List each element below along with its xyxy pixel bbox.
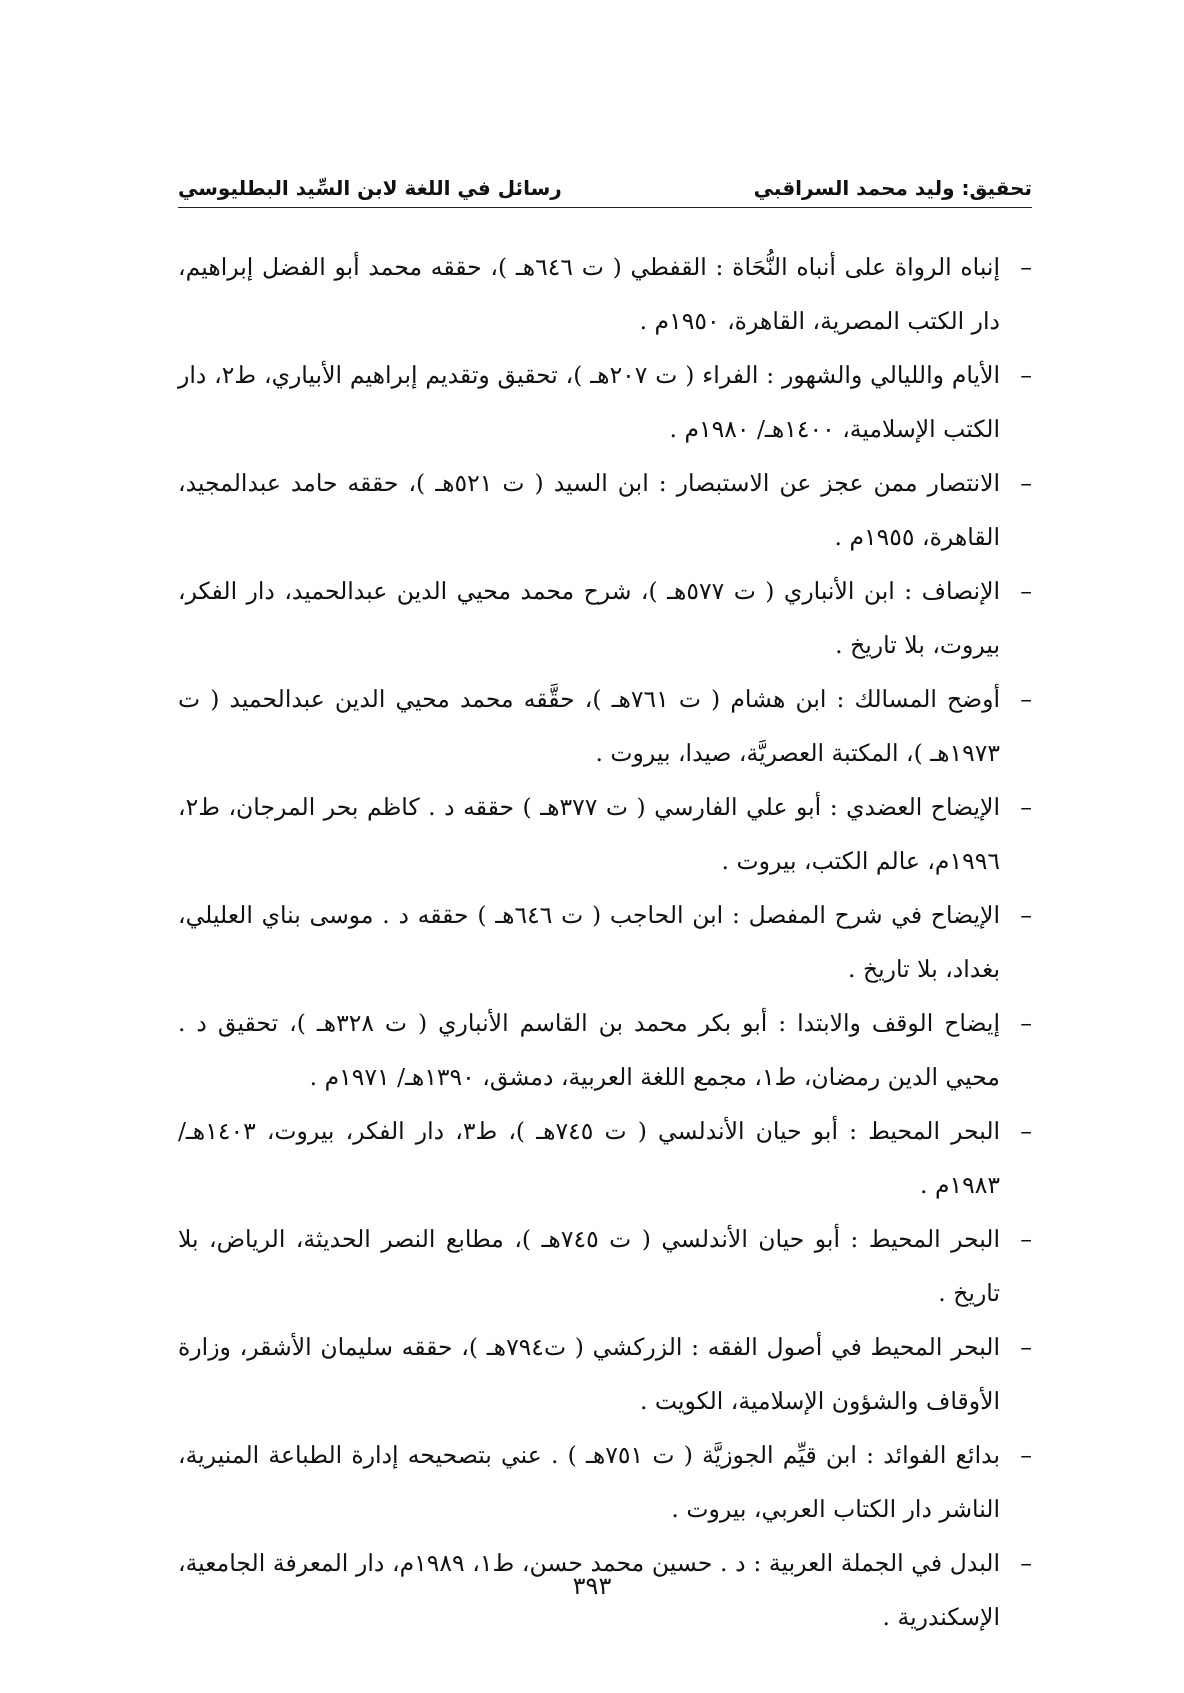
entry-dash: – — [1020, 1333, 1032, 1361]
bibliography-entry — [178, 780, 1032, 888]
entry-dash: – — [1020, 685, 1033, 713]
bibliography-entry — [178, 456, 1032, 564]
entry-text: إيضاح الوقف والابتدا : أبو بكر محمد بن القاسم الأنباري ( ت ٣٢٨هـ )، تحقيق د . محيي الدين رمضان، ط١، مجمع اللغة العربية، دمشق، ١٣٩٠هـ/ ١٩٧١م . — [178, 1009, 1000, 1091]
entry-text: بدائع الفوائد : ابن قيِّم الجوزيَّة ( ت ٧٥١هـ ) . عني بتصحيحه إدارة الطباعة المنيرية، الناشر دار الكتاب العربي، بيروت . — [178, 1441, 1001, 1523]
entry-dash: – — [1020, 469, 1032, 497]
entry-dash: – — [1020, 793, 1032, 821]
bibliography-list — [178, 240, 1032, 1644]
entry-text: الإيضاح العضدي : أبو علي الفارسي ( ت ٣٧٧هـ ) حققه د . كاظم بحر المرجان، ط٢، ١٩٩٦م، عالم الكتب، بيروت . — [178, 793, 1000, 875]
bibliography-entry — [178, 1428, 1032, 1536]
entry-text: الانتصار ممن عجز عن الاستبصار : ابن السيد ( ت ٥٢١هـ )، حققه حامد عبدالمجيد، القاهرة، ١٩٥٥م . — [178, 469, 1000, 551]
entry-dash: – — [1020, 1117, 1033, 1145]
entry-dash: – — [1020, 901, 1032, 929]
entry-dash: – — [1020, 1225, 1032, 1253]
entry-dash: – — [1020, 253, 1032, 281]
bibliography-entry — [178, 888, 1032, 996]
running-header — [178, 166, 1032, 200]
entry-dash: – — [1020, 361, 1032, 389]
entry-text: أوضح المسالك : ابن هشام ( ت ٧٦١هـ )، حقَّقه محمد محيي الدين عبدالحميد ( ت ١٩٧٣هـ )، المكتبة العصريَّة، صيدا، بيروت . — [178, 685, 1001, 767]
bibliography-entry — [178, 348, 1032, 456]
entry-dash: – — [1020, 577, 1032, 605]
entry-text: البدل في الجملة العربية : د . حسين محمد حسن، ط١، ١٩٨٩م، دار المعرفة الجامعية، الإسكندرية . — [178, 1549, 1000, 1631]
entry-dash: – — [1020, 1441, 1033, 1469]
editor-credit: تحقيق: وليد محمد السراقبي — [753, 176, 1032, 200]
entry-dash: – — [1020, 1549, 1032, 1577]
entry-text: البحر المحيط : أبو حيان الأندلسي ( ت ٧٤٥هـ )، ط٣، دار الفكر، بيروت، ١٤٠٣هـ/ ١٩٨٣م . — [178, 1117, 1001, 1199]
bibliography-entry — [178, 1104, 1032, 1212]
header-rule — [178, 207, 1032, 208]
bibliography-entry — [178, 564, 1032, 672]
entry-text: الأيام والليالي والشهور : الفراء ( ت ٢٠٧هـ )، تحقيق وتقديم إبراهيم الأبياري، ط٢، دار الكتب الإسلامية، ١٤٠٠هـ/ ١٩٨٠م . — [178, 361, 1000, 443]
entry-text: الإيضاح في شرح المفصل : ابن الحاجب ( ت ٦٤٦هـ ) حققه د . موسى بناي العليلي، بغداد، بلا تاريخ . — [178, 901, 1000, 983]
entry-text: البحر المحيط : أبو حيان الأندلسي ( ت ٧٤٥هـ )، مطابع النصر الحديثة، الرياض، بلا تاريخ . — [178, 1225, 1000, 1307]
entry-text: الإنصاف : ابن الأنباري ( ت ٥٧٧هـ )، شرح محمد محيي الدين عبدالحميد، دار الفكر، بيروت، بلا تاريخ . — [178, 577, 1000, 659]
entry-text: البحر المحيط في أصول الفقه : الزركشي ( ت٧٩٤هـ )، حققه سليمان الأشقر، وزارة الأوقاف والشؤون الإسلامية، الكويت . — [178, 1333, 1000, 1415]
bibliography-entry — [178, 996, 1032, 1104]
bibliography-entry — [178, 1320, 1032, 1428]
entry-dash: – — [1020, 1009, 1032, 1037]
book-title: رسائل في اللغة لابن السِّيد البطليوسي — [178, 176, 562, 200]
page-number: ٣٩٣ — [572, 1572, 612, 1600]
bibliography-entry — [178, 672, 1032, 780]
entry-text: إنباه الرواة على أنباه النُّحَاة : القفطي ( ت ٦٤٦هـ )، حققه محمد أبو الفضل إبراهيم، دار الكتب المصرية، القاهرة، ١٩٥٠م . — [178, 253, 1000, 335]
bibliography-entry — [178, 1212, 1032, 1320]
bibliography-entry — [178, 240, 1032, 348]
